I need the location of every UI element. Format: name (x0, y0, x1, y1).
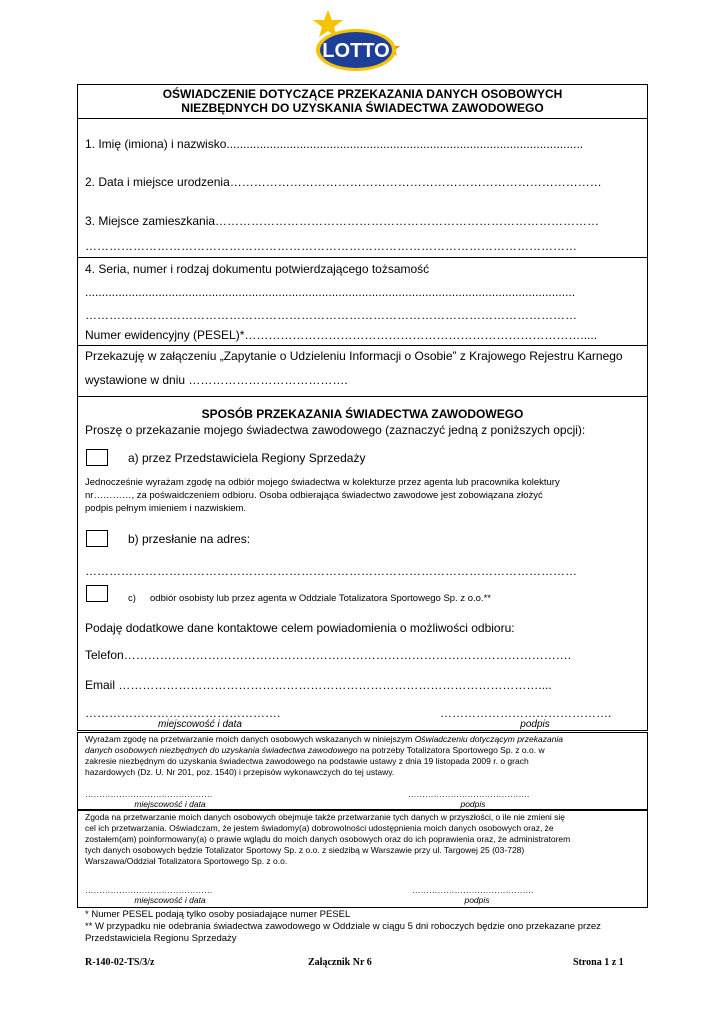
divider (77, 257, 648, 258)
delivery-intro: Proszę o przekazanie mojego świadectwa zawodowego (zaznaczyć jedną z poniższych opcji): (85, 423, 586, 437)
option-c-label: odbiór osobisty lub przez agenta w Oddziale Totalizatora Sportowego Sp. z o.o.** (150, 593, 491, 604)
signature-field[interactable]: ……………………………………. (440, 706, 612, 720)
attachment-text: Przekazuję w załączeniu „Zapytanie o Udzieleniu Informacji o Osobie” z Krajowego Rejestru Karnego (85, 349, 623, 363)
signature-place-field[interactable]: …………………………………………. (85, 706, 281, 720)
consent2-place-field[interactable]: ……………………………………… (85, 885, 213, 895)
divider (77, 118, 648, 119)
option-a-label: a) przez Przedstawiciela Regiony Sprzedaży (128, 451, 366, 465)
document-label: 4. Seria, numer i rodzaj dokumentu potwierdzającego tożsamość (85, 262, 430, 276)
option-c-checkbox[interactable] (86, 585, 108, 602)
form-title-line1: OŚWIADCZENIE DOTYCZĄCE PRZEKAZANIA DANYCH OSOBOWYCH (162, 87, 563, 101)
document-field-line2[interactable]: …………………………………………………………………………………………………………… (85, 308, 577, 322)
option-a-checkbox[interactable] (86, 449, 108, 466)
consent2-line4: tych danych osobowych będzie Totalizator Sportowy Sp. z o.o. z siedzibą w Warszawie przy ul. Targowej 25 (03-728) (85, 845, 525, 855)
birth-field[interactable]: 2. Data i miejsce urodzenia………………………………………………………………………………… (85, 175, 602, 189)
consent2-line5: Warszawa/Oddział Totalizatora Sportowego Sp. z o.o. (85, 856, 288, 866)
option-c-letter: c) (128, 593, 136, 604)
page-number: Strona 1 z 1 (573, 957, 624, 968)
consent-pickup-line3: podpis pełnym imieniem i nazwiskiem. (85, 503, 247, 514)
address-field[interactable]: 3. Miejsce zamieszkania…………………………………………………………………………………… (85, 214, 600, 228)
consent1-line3: zakresie niezbędnym do uzyskania świadectwa zawodowego na podstawie ustawy z dnia 19 listopada 2009 r. o grach (85, 756, 529, 766)
consent2-line2: cel ich przetwarzania. Oświadczam, że jestem świadomy(a) dobrowolności udostępnienia moich danych osobowych oraz, że (85, 823, 554, 833)
svg-text:LOTTO: LOTTO (322, 40, 390, 62)
consent-pickup-line2: nr…………, za pośwaidczeniem odbioru. Osoba odbierająca świadectwo zawodowe jest zobowiązana złożyć (85, 490, 543, 501)
consent2-signature-field[interactable]: ……………………………………. (412, 885, 534, 895)
option-b-label: b) przesłanie na adres: (128, 532, 251, 546)
attachment-number: Załącznik Nr 6 (308, 957, 372, 968)
consent1-line2: danych osobowych niezbędnych do uzyskania świadectwa zawodowego na potrzeby Totalizatora Sportowego Sp. z o.o. w (85, 745, 545, 755)
phone-field[interactable]: Telefon…………………………………………………………………………………………………. (85, 648, 572, 662)
note-pesel: * Numer PESEL podają tylko osoby posiadające numer PESEL (85, 909, 351, 920)
divider (77, 396, 648, 397)
delivery-address-field[interactable]: …………………………………………………………………………………………………………… (85, 564, 577, 578)
contact-intro: Podaję dodatkowe dane kontaktowe celem powiadomienia o możliwości odbioru: (85, 621, 515, 635)
attachment-date-field[interactable]: wystawione w dniu …………………………………. (85, 373, 348, 387)
consent2-line1: Zgoda na przetwarzanie moich danych osobowych obejmuje także przetwarzanie tych danych w przyszłości, o ile nie zmieni się (85, 812, 566, 822)
name-field[interactable]: 1. Imię (imiona) i nazwisko........................................................................................................... (85, 137, 584, 151)
consent1-signature-field[interactable]: ……………………………………. (408, 789, 530, 799)
consent1-line4: hazardowych (Dz. U. Nr 201, poz. 1540) i przepisów wykonawczych do tej ustawy. (85, 767, 395, 777)
option-b-checkbox[interactable] (86, 530, 108, 547)
consent2-signature-caption: podpis (464, 895, 490, 905)
consent-pickup-line1: Jednocześnie wyrażam zgodę na odbiór mojego świadectwa w kolekturze przez agenta lub pracownika kolektury (85, 477, 560, 488)
consent2-place-caption: miejscowość i data (134, 895, 206, 905)
note-delivery: ** W przypadku nie odebrania świadectwa zawodowego w Oddziale w ciągu 5 dni roboczych będzie ono przekazane przez (85, 921, 601, 932)
document-field-line1[interactable]: ................................................................................................................................................... (85, 285, 576, 299)
email-field[interactable]: Email …………………………………………………………………………………………….... (85, 678, 552, 692)
delivery-title: SPOSÓB PRZEKAZANIA ŚWIADECTWA ZAWODOWEGO (201, 407, 524, 421)
form-title-line2: NIEZBĘDNYCH DO UZYSKANIA ŚWIADECTWA ZAWODOWEGO (181, 101, 544, 115)
signature-place-caption: miejscowość i data (158, 719, 242, 730)
consent1-line1: Wyrażam zgodę na przetwarzanie moich danych osobowych wskazanych w niniejszym Oświadczeniu dotyczącym przekazania (85, 734, 564, 744)
consent1-place-caption: miejscowość i data (134, 799, 206, 809)
signature-caption: podpis (520, 719, 550, 730)
pesel-field[interactable]: Numer ewidencyjny (PESEL)*…………………………………………………………………………..... (85, 328, 598, 342)
consent1-place-field[interactable]: ……………………………………… (85, 789, 213, 799)
note-delivery-cont: Przedstawiciela Regionu Sprzedaży (85, 933, 237, 944)
consent1-signature-caption: podpis (460, 799, 486, 809)
address-field-line2[interactable]: …………………………………………………………………………………………………………… (85, 239, 577, 253)
consent2-line3: zostałem(am) poinformowany(a) o prawie wglądu do moich danych osobowych oraz do ich poprawienia oraz, że administratorem (85, 834, 571, 844)
lotto-logo (306, 10, 406, 78)
divider (77, 345, 648, 346)
form-code: R-140-02-TS/3/z (85, 957, 155, 968)
